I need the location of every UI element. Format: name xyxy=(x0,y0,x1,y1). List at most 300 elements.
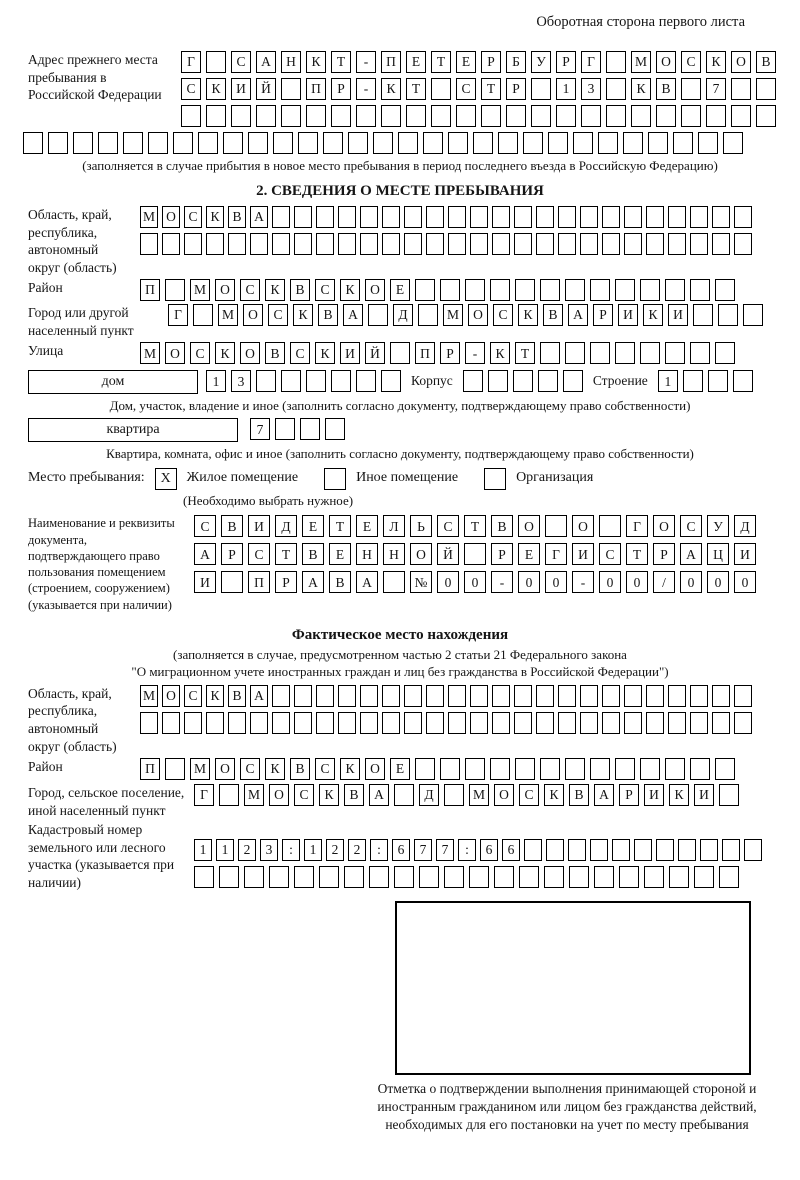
char-cell[interactable] xyxy=(693,304,713,326)
char-cell[interactable] xyxy=(656,839,674,861)
char-cell[interactable] xyxy=(73,132,93,154)
char-cell[interactable]: И xyxy=(734,543,756,565)
char-cell[interactable] xyxy=(228,712,246,734)
char-cell[interactable] xyxy=(221,571,243,593)
char-cell[interactable] xyxy=(665,279,685,301)
char-cell[interactable]: С xyxy=(456,78,476,100)
char-cell[interactable] xyxy=(448,132,468,154)
char-cell[interactable] xyxy=(463,370,483,392)
char-cell[interactable]: Р xyxy=(491,543,513,565)
char-cell[interactable] xyxy=(398,132,418,154)
char-cell[interactable]: Т xyxy=(626,543,648,565)
char-cell[interactable]: В xyxy=(329,571,351,593)
char-cell[interactable]: Е xyxy=(329,543,351,565)
char-cell[interactable]: Й xyxy=(365,342,385,364)
char-cell[interactable]: Н xyxy=(383,543,405,565)
char-cell[interactable] xyxy=(531,105,551,127)
char-cell[interactable] xyxy=(382,206,400,228)
char-cell[interactable] xyxy=(360,233,378,255)
char-cell[interactable] xyxy=(248,132,268,154)
char-cell[interactable]: Г xyxy=(581,51,601,73)
char-cell[interactable] xyxy=(580,712,598,734)
char-cell[interactable] xyxy=(426,712,444,734)
char-cell[interactable] xyxy=(162,233,180,255)
char-cell[interactable]: И xyxy=(618,304,638,326)
char-cell[interactable]: М xyxy=(469,784,489,806)
char-cell[interactable] xyxy=(565,758,585,780)
char-cell[interactable] xyxy=(382,233,400,255)
char-cell[interactable]: С xyxy=(315,279,335,301)
char-cell[interactable]: С xyxy=(184,206,202,228)
char-cell[interactable] xyxy=(394,866,414,888)
char-cell[interactable] xyxy=(406,105,426,127)
char-cell[interactable]: К xyxy=(381,78,401,100)
char-cell[interactable] xyxy=(219,866,239,888)
char-cell[interactable]: С xyxy=(294,784,314,806)
char-cell[interactable]: Т xyxy=(515,342,535,364)
char-cell[interactable]: Р xyxy=(221,543,243,565)
char-cell[interactable]: А xyxy=(369,784,389,806)
char-cell[interactable] xyxy=(338,712,356,734)
char-cell[interactable]: Г xyxy=(194,784,214,806)
char-cell[interactable]: Й xyxy=(437,543,459,565)
char-cell[interactable] xyxy=(492,685,510,707)
char-cell[interactable]: А xyxy=(594,784,614,806)
char-cell[interactable]: А xyxy=(343,304,363,326)
char-cell[interactable] xyxy=(590,839,608,861)
char-cell[interactable] xyxy=(556,105,576,127)
char-cell[interactable] xyxy=(536,206,554,228)
char-cell[interactable] xyxy=(348,132,368,154)
char-cell[interactable] xyxy=(338,685,356,707)
char-cell[interactable] xyxy=(194,866,214,888)
char-cell[interactable] xyxy=(394,784,414,806)
char-cell[interactable] xyxy=(731,105,751,127)
char-cell[interactable]: К xyxy=(340,279,360,301)
char-cell[interactable]: П xyxy=(140,279,160,301)
char-cell[interactable] xyxy=(612,839,630,861)
char-cell[interactable] xyxy=(294,712,312,734)
char-cell[interactable]: / xyxy=(653,571,675,593)
char-cell[interactable] xyxy=(573,132,593,154)
char-cell[interactable] xyxy=(368,304,388,326)
char-cell[interactable] xyxy=(470,712,488,734)
char-cell[interactable] xyxy=(473,132,493,154)
char-cell[interactable]: О xyxy=(162,685,180,707)
char-cell[interactable] xyxy=(668,712,686,734)
char-cell[interactable]: 1 xyxy=(658,370,678,392)
char-cell[interactable]: Т xyxy=(431,51,451,73)
char-cell[interactable]: К xyxy=(206,78,226,100)
char-cell[interactable] xyxy=(706,105,726,127)
char-cell[interactable] xyxy=(734,233,752,255)
char-cell[interactable] xyxy=(734,685,752,707)
char-cell[interactable] xyxy=(606,51,626,73)
char-cell[interactable]: К xyxy=(265,279,285,301)
char-cell[interactable] xyxy=(506,105,526,127)
char-cell[interactable] xyxy=(325,418,345,440)
char-cell[interactable] xyxy=(700,839,718,861)
char-cell[interactable] xyxy=(656,105,676,127)
char-cell[interactable]: Р xyxy=(556,51,576,73)
char-cell[interactable] xyxy=(419,866,439,888)
char-cell[interactable] xyxy=(756,78,776,100)
char-cell[interactable] xyxy=(712,685,730,707)
char-cell[interactable]: - xyxy=(356,78,376,100)
char-cell[interactable] xyxy=(440,758,460,780)
char-cell[interactable]: Г xyxy=(181,51,201,73)
char-cell[interactable] xyxy=(431,105,451,127)
char-cell[interactable]: О xyxy=(269,784,289,806)
char-cell[interactable]: И xyxy=(340,342,360,364)
char-cell[interactable]: А xyxy=(250,685,268,707)
char-cell[interactable] xyxy=(683,370,703,392)
char-cell[interactable]: 7 xyxy=(250,418,270,440)
char-cell[interactable]: - xyxy=(491,571,513,593)
char-cell[interactable] xyxy=(426,233,444,255)
char-cell[interactable]: К xyxy=(706,51,726,73)
char-cell[interactable]: С xyxy=(181,78,201,100)
char-cell[interactable] xyxy=(206,712,224,734)
char-cell[interactable]: Л xyxy=(383,515,405,537)
char-cell[interactable] xyxy=(563,370,583,392)
char-cell[interactable] xyxy=(514,206,532,228)
char-cell[interactable]: А xyxy=(250,206,268,228)
char-cell[interactable]: 3 xyxy=(581,78,601,100)
char-cell[interactable] xyxy=(48,132,68,154)
char-cell[interactable] xyxy=(404,712,422,734)
char-cell[interactable]: О xyxy=(215,279,235,301)
char-cell[interactable]: М xyxy=(140,685,158,707)
char-cell[interactable] xyxy=(558,233,576,255)
char-cell[interactable]: С xyxy=(493,304,513,326)
char-cell[interactable]: К xyxy=(518,304,538,326)
char-cell[interactable] xyxy=(381,370,401,392)
char-cell[interactable]: Т xyxy=(329,515,351,537)
char-cell[interactable]: П xyxy=(415,342,435,364)
char-cell[interactable]: 0 xyxy=(464,571,486,593)
char-cell[interactable]: 1 xyxy=(556,78,576,100)
char-cell[interactable] xyxy=(356,370,376,392)
char-cell[interactable]: М xyxy=(140,342,160,364)
char-cell[interactable]: Б xyxy=(506,51,526,73)
char-cell[interactable] xyxy=(404,233,422,255)
checkbox-organization[interactable] xyxy=(484,468,506,490)
char-cell[interactable]: С xyxy=(248,543,270,565)
char-cell[interactable] xyxy=(316,712,334,734)
char-cell[interactable]: К xyxy=(631,78,651,100)
char-cell[interactable]: М xyxy=(244,784,264,806)
char-cell[interactable]: О xyxy=(165,342,185,364)
char-cell[interactable]: Т xyxy=(464,515,486,537)
char-cell[interactable]: 0 xyxy=(599,571,621,593)
char-cell[interactable] xyxy=(244,866,264,888)
char-cell[interactable]: О xyxy=(215,758,235,780)
char-cell[interactable] xyxy=(646,206,664,228)
char-cell[interactable]: О xyxy=(468,304,488,326)
char-cell[interactable]: № xyxy=(410,571,432,593)
char-cell[interactable]: Д xyxy=(393,304,413,326)
char-cell[interactable] xyxy=(615,758,635,780)
char-cell[interactable] xyxy=(733,370,753,392)
char-cell[interactable] xyxy=(331,105,351,127)
char-cell[interactable]: В xyxy=(265,342,285,364)
char-cell[interactable] xyxy=(558,712,576,734)
char-cell[interactable]: К xyxy=(643,304,663,326)
char-cell[interactable]: 6 xyxy=(480,839,498,861)
char-cell[interactable]: В xyxy=(228,206,246,228)
char-cell[interactable] xyxy=(294,866,314,888)
char-cell[interactable] xyxy=(338,233,356,255)
char-cell[interactable] xyxy=(634,839,652,861)
char-cell[interactable] xyxy=(165,279,185,301)
char-cell[interactable]: М xyxy=(190,279,210,301)
char-cell[interactable]: К xyxy=(340,758,360,780)
char-cell[interactable] xyxy=(719,784,739,806)
char-cell[interactable] xyxy=(426,685,444,707)
char-cell[interactable]: О xyxy=(162,206,180,228)
char-cell[interactable]: 7 xyxy=(436,839,454,861)
char-cell[interactable] xyxy=(300,418,320,440)
char-cell[interactable] xyxy=(640,758,660,780)
char-cell[interactable]: Д xyxy=(275,515,297,537)
char-cell[interactable]: 2 xyxy=(326,839,344,861)
char-cell[interactable] xyxy=(599,515,621,537)
char-cell[interactable] xyxy=(690,758,710,780)
char-cell[interactable] xyxy=(281,105,301,127)
char-cell[interactable]: Е xyxy=(406,51,426,73)
char-cell[interactable] xyxy=(644,866,664,888)
char-cell[interactable]: Ц xyxy=(707,543,729,565)
char-cell[interactable] xyxy=(418,304,438,326)
char-cell[interactable]: И xyxy=(572,543,594,565)
char-cell[interactable] xyxy=(148,132,168,154)
checkbox-other-premises[interactable] xyxy=(324,468,346,490)
char-cell[interactable] xyxy=(298,132,318,154)
char-cell[interactable] xyxy=(281,370,301,392)
char-cell[interactable] xyxy=(624,712,642,734)
char-cell[interactable] xyxy=(718,304,738,326)
char-cell[interactable] xyxy=(646,233,664,255)
char-cell[interactable]: О xyxy=(518,515,540,537)
char-cell[interactable]: О xyxy=(240,342,260,364)
char-cell[interactable]: М xyxy=(218,304,238,326)
char-cell[interactable] xyxy=(373,132,393,154)
char-cell[interactable] xyxy=(544,866,564,888)
char-cell[interactable] xyxy=(140,233,158,255)
char-cell[interactable]: Е xyxy=(302,515,324,537)
char-cell[interactable]: - xyxy=(572,571,594,593)
char-cell[interactable]: 1 xyxy=(206,370,226,392)
char-cell[interactable] xyxy=(681,105,701,127)
char-cell[interactable] xyxy=(494,866,514,888)
char-cell[interactable]: В xyxy=(228,685,246,707)
char-cell[interactable] xyxy=(668,206,686,228)
char-cell[interactable]: 0 xyxy=(680,571,702,593)
char-cell[interactable]: Т xyxy=(406,78,426,100)
char-cell[interactable]: : xyxy=(282,839,300,861)
char-cell[interactable] xyxy=(646,712,664,734)
char-cell[interactable] xyxy=(722,839,740,861)
char-cell[interactable] xyxy=(490,279,510,301)
char-cell[interactable] xyxy=(140,712,158,734)
char-cell[interactable] xyxy=(470,233,488,255)
char-cell[interactable]: О xyxy=(653,515,675,537)
char-cell[interactable] xyxy=(316,206,334,228)
char-cell[interactable]: 3 xyxy=(260,839,278,861)
char-cell[interactable] xyxy=(250,712,268,734)
char-cell[interactable] xyxy=(580,233,598,255)
char-cell[interactable] xyxy=(602,233,620,255)
char-cell[interactable]: К xyxy=(265,758,285,780)
char-cell[interactable] xyxy=(590,758,610,780)
char-cell[interactable] xyxy=(619,866,639,888)
char-cell[interactable] xyxy=(23,132,43,154)
char-cell[interactable] xyxy=(545,515,567,537)
char-cell[interactable] xyxy=(668,233,686,255)
char-cell[interactable]: О xyxy=(572,515,594,537)
char-cell[interactable] xyxy=(723,132,743,154)
char-cell[interactable] xyxy=(294,206,312,228)
char-cell[interactable] xyxy=(646,685,664,707)
char-cell[interactable]: К xyxy=(315,342,335,364)
char-cell[interactable]: Р xyxy=(593,304,613,326)
char-cell[interactable] xyxy=(481,105,501,127)
char-cell[interactable]: Е xyxy=(390,279,410,301)
char-cell[interactable] xyxy=(490,758,510,780)
char-cell[interactable] xyxy=(228,233,246,255)
char-cell[interactable]: 2 xyxy=(238,839,256,861)
char-cell[interactable] xyxy=(690,342,710,364)
char-cell[interactable] xyxy=(360,712,378,734)
char-cell[interactable]: В xyxy=(491,515,513,537)
char-cell[interactable] xyxy=(193,304,213,326)
char-cell[interactable] xyxy=(456,105,476,127)
char-cell[interactable] xyxy=(316,233,334,255)
char-cell[interactable] xyxy=(514,233,532,255)
char-cell[interactable] xyxy=(223,132,243,154)
char-cell[interactable] xyxy=(98,132,118,154)
char-cell[interactable]: В xyxy=(318,304,338,326)
char-cell[interactable]: Ь xyxy=(410,515,432,537)
char-cell[interactable]: У xyxy=(707,515,729,537)
char-cell[interactable]: К xyxy=(490,342,510,364)
char-cell[interactable] xyxy=(281,78,301,100)
char-cell[interactable] xyxy=(731,78,751,100)
char-cell[interactable]: А xyxy=(568,304,588,326)
char-cell[interactable]: В xyxy=(290,758,310,780)
char-cell[interactable] xyxy=(719,866,739,888)
char-cell[interactable] xyxy=(383,571,405,593)
char-cell[interactable]: Н xyxy=(281,51,301,73)
char-cell[interactable] xyxy=(488,370,508,392)
char-cell[interactable]: Е xyxy=(518,543,540,565)
char-cell[interactable]: 1 xyxy=(304,839,322,861)
char-cell[interactable] xyxy=(744,839,762,861)
char-cell[interactable]: П xyxy=(248,571,270,593)
char-cell[interactable] xyxy=(734,712,752,734)
char-cell[interactable]: К xyxy=(293,304,313,326)
char-cell[interactable]: 0 xyxy=(437,571,459,593)
char-cell[interactable] xyxy=(404,206,422,228)
char-cell[interactable] xyxy=(615,342,635,364)
char-cell[interactable] xyxy=(426,206,444,228)
char-cell[interactable] xyxy=(173,132,193,154)
char-cell[interactable] xyxy=(715,758,735,780)
char-cell[interactable] xyxy=(360,685,378,707)
char-cell[interactable] xyxy=(594,866,614,888)
char-cell[interactable]: Т xyxy=(481,78,501,100)
char-cell[interactable]: М xyxy=(190,758,210,780)
char-cell[interactable]: К xyxy=(206,685,224,707)
char-cell[interactable]: С xyxy=(437,515,459,537)
char-cell[interactable] xyxy=(514,712,532,734)
char-cell[interactable]: О xyxy=(656,51,676,73)
char-cell[interactable] xyxy=(381,105,401,127)
char-cell[interactable] xyxy=(565,279,585,301)
char-cell[interactable] xyxy=(273,132,293,154)
char-cell[interactable]: 6 xyxy=(392,839,410,861)
char-cell[interactable]: В xyxy=(656,78,676,100)
char-cell[interactable] xyxy=(536,712,554,734)
char-cell[interactable]: Р xyxy=(619,784,639,806)
char-cell[interactable]: О xyxy=(365,279,385,301)
char-cell[interactable]: : xyxy=(458,839,476,861)
char-cell[interactable]: П xyxy=(381,51,401,73)
char-cell[interactable] xyxy=(415,279,435,301)
char-cell[interactable] xyxy=(382,712,400,734)
char-cell[interactable] xyxy=(123,132,143,154)
char-cell[interactable]: Е xyxy=(356,515,378,537)
char-cell[interactable]: 2 xyxy=(348,839,366,861)
char-cell[interactable]: В xyxy=(344,784,364,806)
char-cell[interactable] xyxy=(206,51,226,73)
char-cell[interactable] xyxy=(624,233,642,255)
char-cell[interactable] xyxy=(448,712,466,734)
char-cell[interactable] xyxy=(524,839,542,861)
char-cell[interactable]: К xyxy=(669,784,689,806)
char-cell[interactable]: Д xyxy=(419,784,439,806)
char-cell[interactable]: Р xyxy=(506,78,526,100)
char-cell[interactable] xyxy=(624,685,642,707)
char-cell[interactable] xyxy=(631,105,651,127)
char-cell[interactable]: А xyxy=(302,571,324,593)
char-cell[interactable] xyxy=(272,685,290,707)
char-cell[interactable] xyxy=(540,279,560,301)
char-cell[interactable] xyxy=(470,206,488,228)
char-cell[interactable]: В xyxy=(221,515,243,537)
char-cell[interactable] xyxy=(294,685,312,707)
char-cell[interactable] xyxy=(743,304,763,326)
char-cell[interactable] xyxy=(690,279,710,301)
char-cell[interactable] xyxy=(581,105,601,127)
char-cell[interactable] xyxy=(184,712,202,734)
char-cell[interactable] xyxy=(678,839,696,861)
char-cell[interactable] xyxy=(668,685,686,707)
char-cell[interactable] xyxy=(306,370,326,392)
checkbox-residential[interactable]: X xyxy=(155,468,177,490)
char-cell[interactable]: Р xyxy=(331,78,351,100)
char-cell[interactable]: С xyxy=(231,51,251,73)
char-cell[interactable] xyxy=(275,418,295,440)
char-cell[interactable] xyxy=(665,342,685,364)
char-cell[interactable] xyxy=(184,233,202,255)
char-cell[interactable]: А xyxy=(256,51,276,73)
char-cell[interactable]: 6 xyxy=(502,839,520,861)
char-cell[interactable] xyxy=(548,132,568,154)
char-cell[interactable]: А xyxy=(194,543,216,565)
char-cell[interactable] xyxy=(162,712,180,734)
